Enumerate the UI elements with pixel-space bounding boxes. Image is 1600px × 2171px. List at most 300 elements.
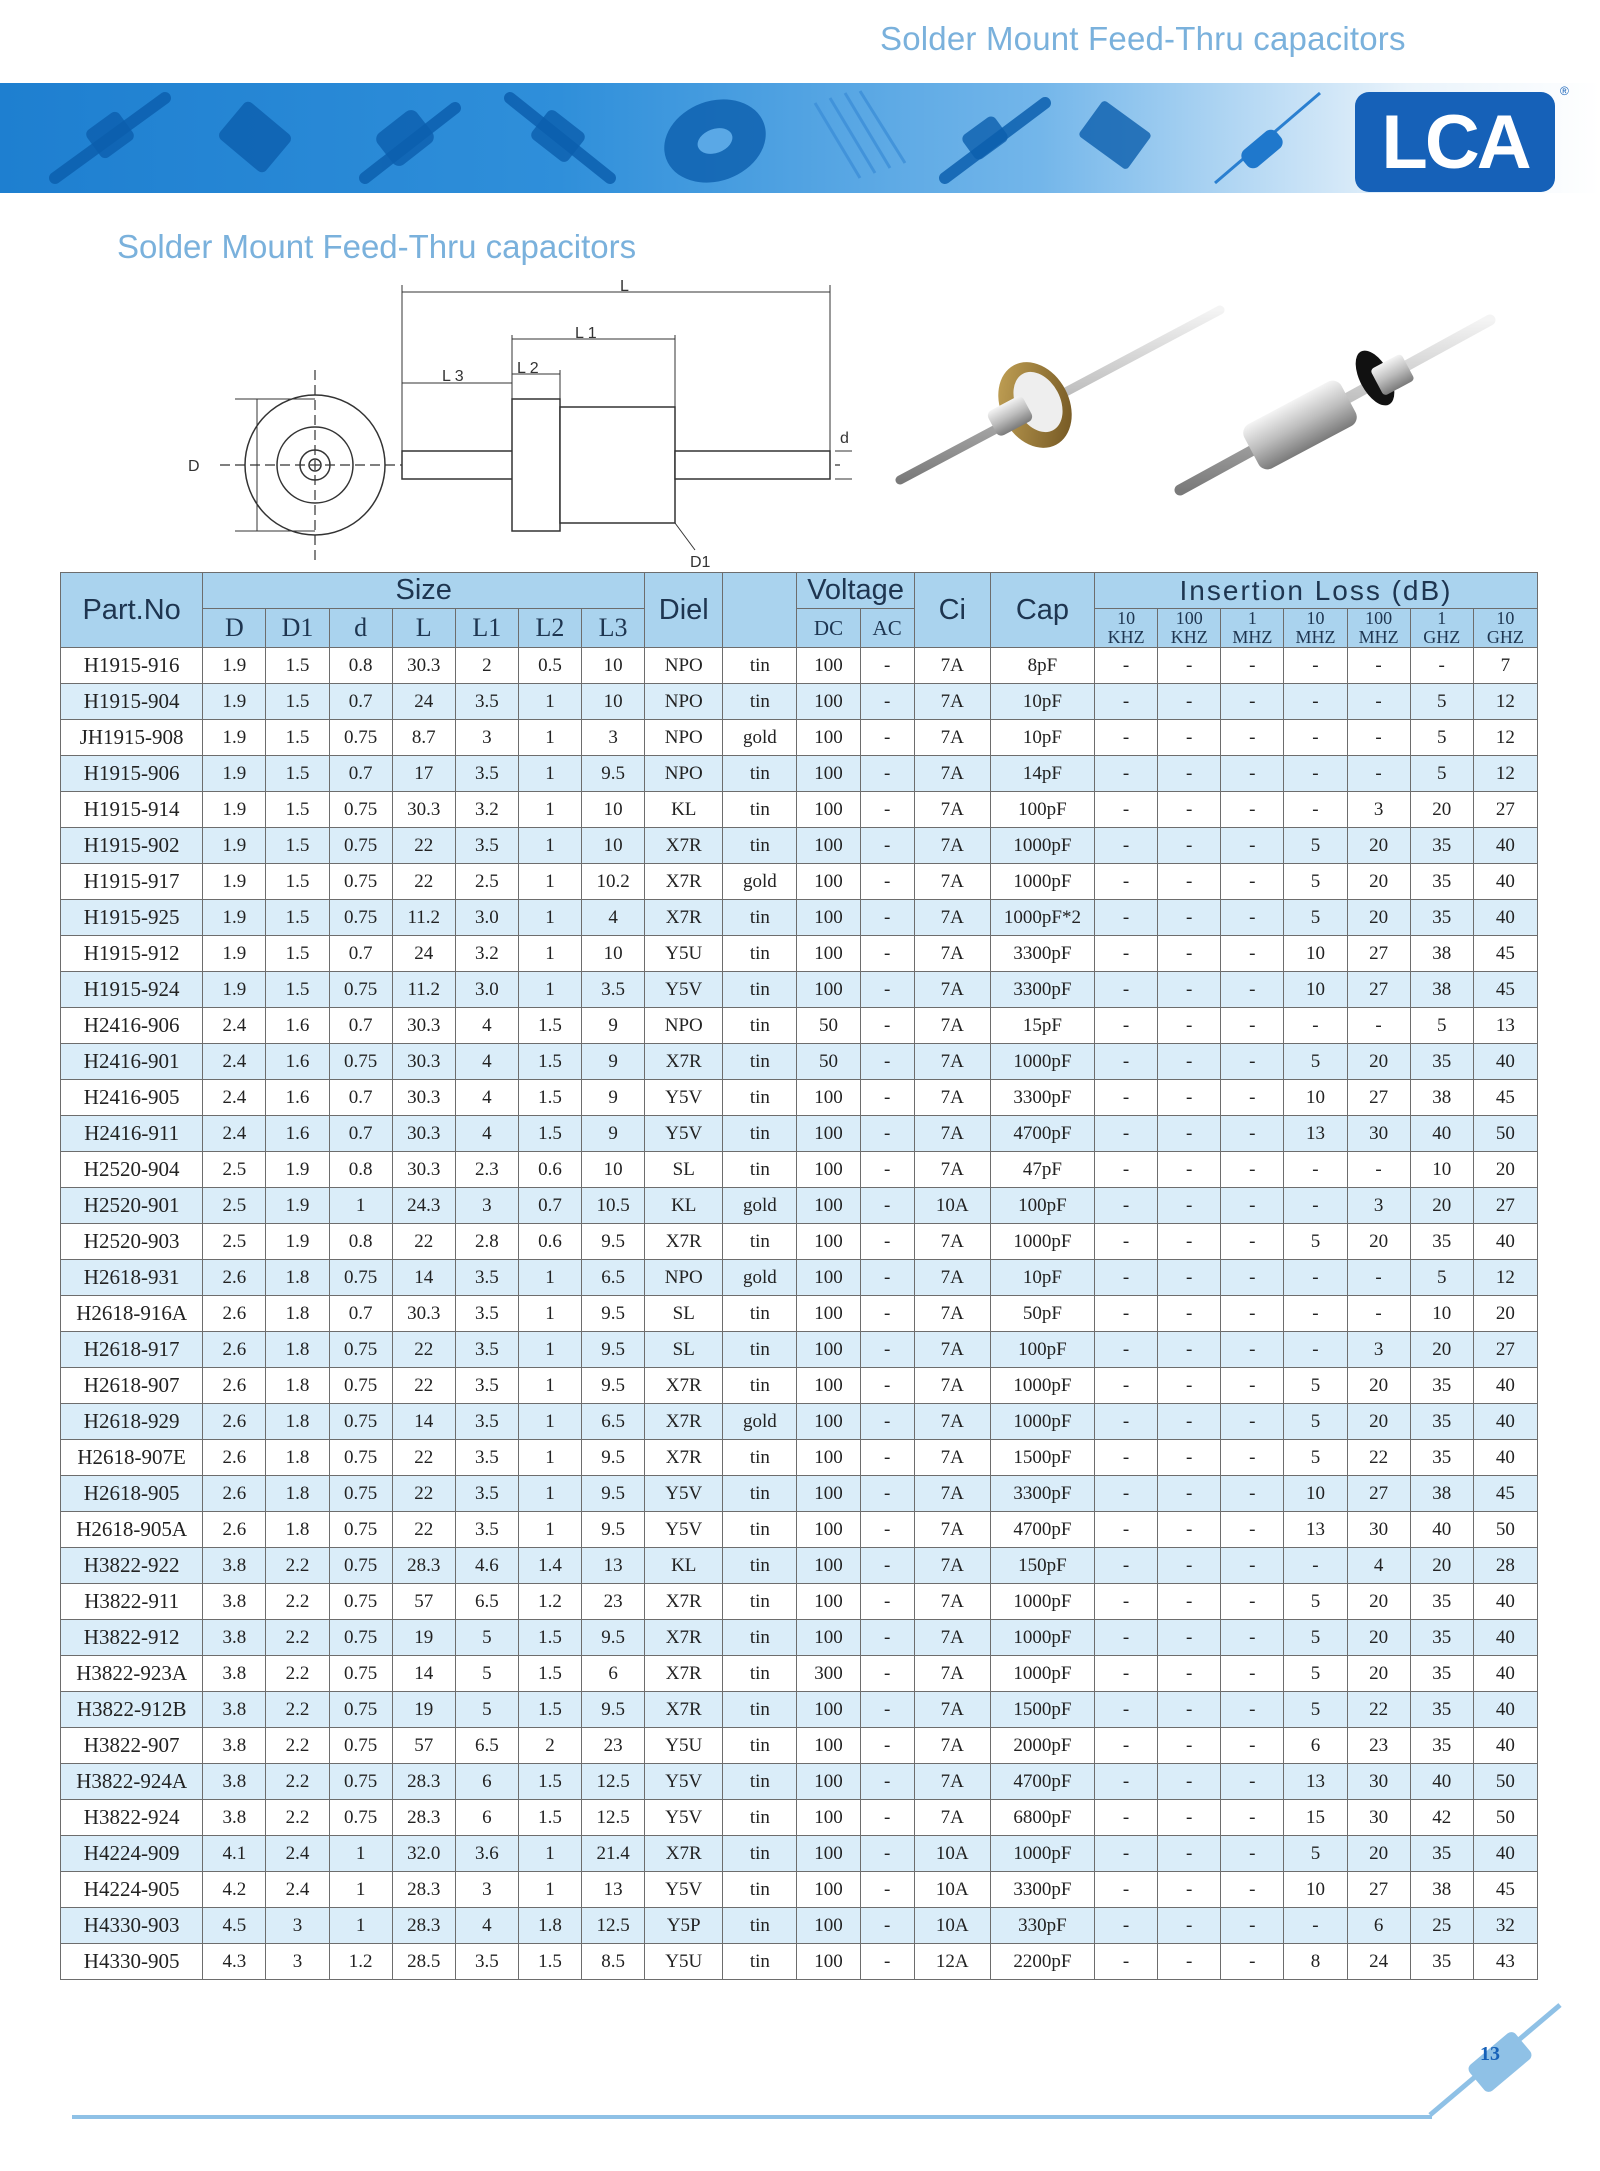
table-cell: tin [723,1224,797,1260]
table-cell: 3.5 [455,1296,518,1332]
table-cell: 2.2 [266,1656,329,1692]
table-row [61,1188,1538,1224]
table-cell: - [1158,1152,1221,1188]
page-number: 13 [1480,2043,1500,2065]
part-number-cell: H3822-912 [61,1620,203,1656]
table-cell: 1000pF [990,1368,1094,1404]
table-cell: 40 [1473,1836,1537,1872]
table-cell: 2.4 [203,1116,266,1152]
table-cell: 1.5 [266,648,329,684]
table-cell: X7R [645,1692,723,1728]
table-cell: - [1347,648,1410,684]
table-cell: 0.7 [329,684,392,720]
table-cell: 3.0 [455,972,518,1008]
table-cell: 1.5 [266,864,329,900]
table-cell: 1 [518,936,581,972]
table-cell: 0.75 [329,864,392,900]
table-cell: 3.8 [203,1656,266,1692]
photo-tubular-capacitor [1180,320,1490,490]
table-cell: - [860,828,914,864]
table-row [61,1944,1538,1980]
table-cell: - [1095,1188,1158,1224]
table-cell: tin [723,1044,797,1080]
table-cell: - [1095,900,1158,936]
table-cell: 3.5 [455,1404,518,1440]
table-cell: 0.8 [329,1224,392,1260]
table-cell: - [1158,1548,1221,1584]
table-cell: 0.75 [329,1764,392,1800]
part-number-cell: H2618-916A [61,1296,203,1332]
table-cell: - [860,684,914,720]
part-number-cell: H2618-907E [61,1440,203,1476]
table-row [61,756,1538,792]
table-row [61,1584,1538,1620]
table-cell: 7A [914,972,990,1008]
table-cell: - [1221,720,1284,756]
table-cell: - [860,1332,914,1368]
table-cell: 7A [914,1440,990,1476]
table-cell: 1 [518,756,581,792]
table-cell: tin [723,1332,797,1368]
table-cell: 23 [582,1584,645,1620]
table-cell: - [1095,1260,1158,1296]
table-cell: - [1095,1908,1158,1944]
table-cell: tin [723,900,797,936]
table-cell: - [860,1692,914,1728]
table-cell: - [1158,900,1221,936]
part-number-cell: H1915-904 [61,684,203,720]
table-cell: 6 [455,1764,518,1800]
part-number-cell: H1915-916 [61,648,203,684]
table-row [61,1620,1538,1656]
table-row [61,1764,1538,1800]
table-cell: - [1284,1008,1347,1044]
table-cell: - [1158,720,1221,756]
table-cell: gold [723,864,797,900]
il-unit: KHZ [1107,627,1145,647]
table-cell: - [1158,1440,1221,1476]
part-number-cell: H1915-902 [61,828,203,864]
table-row [61,1800,1538,1836]
table-cell: 12 [1473,684,1537,720]
table-cell: - [1221,648,1284,684]
part-number-cell: H4330-903 [61,1908,203,1944]
table-cell: 20 [1410,792,1473,828]
table-cell: 0.6 [518,1224,581,1260]
table-cell: 3300pF [990,1080,1094,1116]
table-cell: 2.4 [203,1008,266,1044]
table-cell: - [860,648,914,684]
table-cell: 13 [1284,1764,1347,1800]
table-cell: 2.2 [266,1800,329,1836]
table-cell: - [1221,1584,1284,1620]
table-cell: - [1095,1728,1158,1764]
table-cell: 12A [914,1944,990,1980]
table-cell: - [1221,1080,1284,1116]
table-row [61,720,1538,756]
table-cell: 6 [582,1656,645,1692]
table-cell: X7R [645,1404,723,1440]
table-cell: 27 [1347,936,1410,972]
table-cell: 13 [1284,1116,1347,1152]
table-cell: 100 [797,828,860,864]
table-cell: - [860,1008,914,1044]
table-cell: - [860,1224,914,1260]
table-cell: 7A [914,900,990,936]
table-cell: - [1221,1008,1284,1044]
table-cell: 2.6 [203,1404,266,1440]
capacitor-icons-strip [0,83,1350,193]
table-cell: 38 [1410,1080,1473,1116]
table-cell: 3.5 [455,684,518,720]
table-cell: - [1221,792,1284,828]
table-cell: 40 [1473,1404,1537,1440]
table-cell: 1.5 [266,756,329,792]
table-cell: - [1158,792,1221,828]
table-cell: 7A [914,1116,990,1152]
table-cell: 1.9 [266,1224,329,1260]
table-cell: 3.5 [455,1440,518,1476]
table-cell: 1 [518,684,581,720]
table-cell: - [1158,864,1221,900]
col-size-6: L3 [582,609,645,648]
table-cell: 40 [1473,864,1537,900]
table-cell: - [1095,648,1158,684]
table-cell: 22 [392,1224,455,1260]
table-cell: - [1284,1260,1347,1296]
table-cell: - [860,936,914,972]
table-cell: 9 [582,1116,645,1152]
table-cell: 28.5 [392,1944,455,1980]
table-cell: Y5V [645,1800,723,1836]
table-cell: 10pF [990,1260,1094,1296]
part-number-cell: H1915-912 [61,936,203,972]
table-cell: 7A [914,1656,990,1692]
table-cell: - [1284,1908,1347,1944]
table-cell: 3.0 [455,900,518,936]
table-cell: 1.6 [266,1116,329,1152]
table-cell: 10 [1410,1296,1473,1332]
table-cell: 10A [914,1908,990,1944]
table-cell: 13 [582,1872,645,1908]
part-number-cell: H3822-912B [61,1692,203,1728]
table-row [61,864,1538,900]
table-cell: - [1158,972,1221,1008]
table-cell: 4700pF [990,1512,1094,1548]
table-cell: Y5V [645,1116,723,1152]
table-cell: 6 [1347,1908,1410,1944]
table-cell: - [1095,1692,1158,1728]
table-cell: 1.5 [518,1656,581,1692]
table-cell: 4700pF [990,1116,1094,1152]
table-cell: - [860,1440,914,1476]
table-cell: 1 [518,1332,581,1368]
table-cell: 40 [1473,1656,1537,1692]
table-row [61,900,1538,936]
table-cell: 7A [914,1728,990,1764]
table-cell: 30.3 [392,1080,455,1116]
table-cell: NPO [645,1008,723,1044]
table-cell: - [1347,756,1410,792]
table-cell: - [1095,1836,1158,1872]
table-cell: 1.5 [518,1008,581,1044]
table-cell: 8 [1284,1944,1347,1980]
table-cell: 0.75 [329,828,392,864]
table-cell: - [860,1872,914,1908]
table-cell: - [1158,1260,1221,1296]
dimension-drawing [180,275,860,575]
part-number-cell: H2520-903 [61,1224,203,1260]
table-cell: 35 [1410,1368,1473,1404]
table-cell: 0.7 [518,1188,581,1224]
table-cell: 1.6 [266,1044,329,1080]
table-cell: 22 [392,1440,455,1476]
part-number-cell: JH1915-908 [61,720,203,756]
table-cell: - [860,1908,914,1944]
table-row [61,1908,1538,1944]
table-cell: 1.8 [266,1368,329,1404]
table-cell: 4 [1347,1548,1410,1584]
table-cell: - [1095,936,1158,972]
table-cell: 6 [1284,1728,1347,1764]
table-cell: 12 [1473,1260,1537,1296]
table-cell: 2.2 [266,1584,329,1620]
table-cell: 1.5 [266,972,329,1008]
table-cell: 30.3 [392,1116,455,1152]
il-unit: GHZ [1486,627,1524,647]
table-row [61,1296,1538,1332]
table-cell: - [1221,1188,1284,1224]
part-number-cell: H3822-924 [61,1800,203,1836]
col-group-size: Size [203,573,645,609]
table-cell: 100 [797,1116,860,1152]
table-cell: 27 [1347,1080,1410,1116]
table-cell: 20 [1347,900,1410,936]
il-value: 1 [1247,608,1257,628]
part-number-cell: H4330-905 [61,1944,203,1980]
table-cell: 24.3 [392,1188,455,1224]
table-cell: 0.75 [329,1440,392,1476]
table-cell: 50 [1473,1764,1537,1800]
il-value: 1 [1437,608,1447,628]
table-cell: 7A [914,1224,990,1260]
table-cell: tin [723,1440,797,1476]
table-cell: 5 [1284,1836,1347,1872]
table-cell: 4.2 [203,1872,266,1908]
table-cell: - [1221,1944,1284,1980]
table-cell: 1.5 [266,792,329,828]
table-cell: 5 [1284,1044,1347,1080]
table-cell: 27 [1347,972,1410,1008]
dim-label-l1: L 1 [575,325,597,342]
table-cell: 330pF [990,1908,1094,1944]
table-cell: 3.5 [582,972,645,1008]
table-cell: tin [723,1548,797,1584]
table-cell: 3.8 [203,1764,266,1800]
table-cell: 3 [455,1872,518,1908]
table-cell: - [860,1836,914,1872]
table-row [61,1512,1538,1548]
part-number-cell: H3822-907 [61,1728,203,1764]
table-cell: X7R [645,864,723,900]
table-row [61,648,1538,684]
table-cell: SL [645,1332,723,1368]
part-number-cell: H1915-914 [61,792,203,828]
table-cell: 7A [914,1620,990,1656]
table-cell: - [1095,1944,1158,1980]
il-value: 10 [1306,608,1325,628]
table-cell: - [1221,1332,1284,1368]
table-cell: 9 [582,1080,645,1116]
table-cell: 1.5 [266,720,329,756]
table-cell: 40 [1473,1044,1537,1080]
table-cell: 4 [455,1080,518,1116]
table-cell: 1 [518,864,581,900]
table-cell: 2.6 [203,1260,266,1296]
table-cell: 100 [797,684,860,720]
table-cell: 5 [1284,1224,1347,1260]
table-cell: tin [723,1368,797,1404]
table-cell: 3.8 [203,1548,266,1584]
table-cell: 0.75 [329,1476,392,1512]
table-cell: - [1158,1800,1221,1836]
table-row [61,828,1538,864]
table-cell: - [1095,1656,1158,1692]
table-cell: - [1347,684,1410,720]
table-cell: - [860,756,914,792]
part-number-cell: H2618-905A [61,1512,203,1548]
table-cell: 40 [1473,1620,1537,1656]
table-cell: 9.5 [582,1440,645,1476]
table-cell: 3.6 [455,1836,518,1872]
table-cell: 7A [914,1368,990,1404]
table-cell: 22 [1347,1692,1410,1728]
table-cell: - [1158,1080,1221,1116]
table-cell: 25 [1410,1908,1473,1944]
table-cell: 4.3 [203,1944,266,1980]
table-cell: - [1221,1152,1284,1188]
table-cell: 10 [582,936,645,972]
col-size-5: L2 [518,609,581,648]
table-cell: 35 [1410,1692,1473,1728]
col-size-1: D1 [266,609,329,648]
table-cell: 15 [1284,1800,1347,1836]
table-cell: 28.3 [392,1548,455,1584]
table-cell: 7A [914,1512,990,1548]
table-cell: 1.9 [203,648,266,684]
table-cell: 5 [1284,1584,1347,1620]
table-cell: 4 [455,1044,518,1080]
table-cell: 1000pF [990,1404,1094,1440]
dim-label-l2: L 2 [517,360,539,377]
table-cell: Y5V [645,1080,723,1116]
table-cell: 3.5 [455,1944,518,1980]
table-cell: - [1158,1512,1221,1548]
table-cell: 30.3 [392,1008,455,1044]
table-cell: 2.8 [455,1224,518,1260]
table-cell: 22 [392,1512,455,1548]
table-cell: 100 [797,792,860,828]
table-cell: 6.5 [582,1404,645,1440]
table-cell: 100 [797,1944,860,1980]
table-cell: - [1095,1044,1158,1080]
table-cell: 2000pF [990,1728,1094,1764]
table-cell: 9.5 [582,1476,645,1512]
table-cell: 7A [914,1080,990,1116]
table-cell: 3300pF [990,1476,1094,1512]
table-cell: - [1158,1728,1221,1764]
table-cell: - [1095,1872,1158,1908]
table-cell: 3.5 [455,828,518,864]
table-cell: 5 [1410,720,1473,756]
table-row [61,792,1538,828]
table-cell: 3300pF [990,936,1094,972]
table-cell: 1.5 [266,828,329,864]
table-cell: - [860,1944,914,1980]
table-cell: 100 [797,1188,860,1224]
table-cell: - [1095,1800,1158,1836]
table-row [61,1260,1538,1296]
table-cell: Y5P [645,1908,723,1944]
table-cell: tin [723,1656,797,1692]
col-group-voltage: Voltage [797,573,914,609]
table-cell: tin [723,936,797,972]
col-size-2: d [329,609,392,648]
table-cell: 7A [914,864,990,900]
table-cell: 32 [1473,1908,1537,1944]
table-cell: 4 [455,1908,518,1944]
table-cell: - [860,972,914,1008]
part-number-cell: H1915-925 [61,900,203,936]
table-cell: - [1095,864,1158,900]
table-cell: 0.75 [329,1620,392,1656]
table-cell: 1 [329,1872,392,1908]
table-cell: 100 [797,1512,860,1548]
table-cell: 2.6 [203,1440,266,1476]
table-cell: - [860,1080,914,1116]
table-cell: 7A [914,792,990,828]
table-cell: gold [723,720,797,756]
table-cell: - [1095,1440,1158,1476]
table-cell: 10 [582,684,645,720]
table-cell: - [1221,1044,1284,1080]
table-cell: tin [723,972,797,1008]
table-cell: X7R [645,1224,723,1260]
table-cell: 100 [797,1440,860,1476]
table-cell: - [1158,1008,1221,1044]
table-cell: X7R [645,900,723,936]
table-cell: 2.4 [266,1872,329,1908]
table-cell: 1.9 [266,1188,329,1224]
table-row [61,1476,1538,1512]
table-cell: 14 [392,1656,455,1692]
table-cell: 35 [1410,828,1473,864]
dim-label-d-outer: D [188,458,200,475]
table-cell: 35 [1410,1404,1473,1440]
il-value: 10 [1496,608,1515,628]
table-cell: 40 [1410,1764,1473,1800]
table-cell: 57 [392,1728,455,1764]
table-cell: 9.5 [582,1296,645,1332]
table-cell: 15pF [990,1008,1094,1044]
table-cell: 20 [1410,1332,1473,1368]
table-cell: - [1347,720,1410,756]
table-cell: 3.5 [455,1260,518,1296]
table-cell: 4700pF [990,1764,1094,1800]
table-cell: - [1158,1656,1221,1692]
table-cell: KL [645,792,723,828]
table-cell: 1 [329,1908,392,1944]
